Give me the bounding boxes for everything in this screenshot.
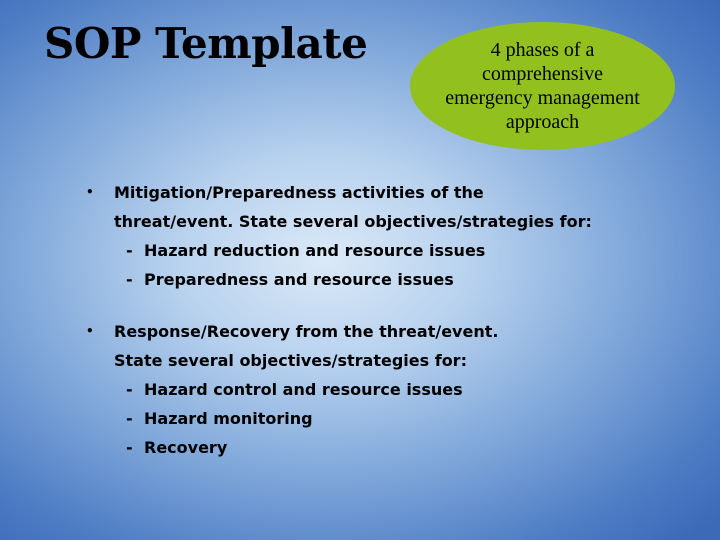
- callout-line: 4 phases of a: [490, 39, 595, 61]
- slide-body: [86, 178, 696, 462]
- subitem-marker: -: [126, 380, 133, 399]
- callout-line: comprehensive: [481, 63, 604, 85]
- subitem-text: Hazard control and resource issues: [144, 380, 463, 399]
- callout-line: approach: [505, 111, 580, 133]
- subitem-text: Hazard monitoring: [144, 409, 313, 428]
- bullet-marker: •: [86, 324, 94, 338]
- subitem-marker: -: [126, 241, 133, 260]
- subitem-hazard-control: [114, 375, 696, 404]
- callout-line: emergency management: [445, 87, 640, 109]
- bullet-line: State several objectives/strategies for:: [114, 351, 467, 370]
- phases-callout-ellipse: [410, 22, 675, 150]
- subitem-marker: -: [126, 409, 133, 428]
- subitem-text: Hazard reduction and resource issues: [144, 241, 486, 260]
- slide-title: SOP Template: [44, 19, 368, 68]
- bullet-marker: •: [86, 185, 94, 199]
- bullet-response-recovery: [86, 317, 696, 462]
- subitem-preparedness: [114, 265, 696, 294]
- subitem-text: Recovery: [144, 438, 228, 457]
- subitem-text: Preparedness and resource issues: [144, 270, 454, 289]
- subitem-hazard-reduction: [114, 236, 696, 265]
- subitem-marker: -: [126, 270, 133, 289]
- subitem-recovery: [114, 433, 696, 462]
- subitem-marker: -: [126, 438, 133, 457]
- subitem-hazard-monitoring: [114, 404, 696, 433]
- bullet-mitigation-preparedness: [86, 178, 696, 294]
- bullet-line: threat/event. State several objectives/strategies for:: [114, 212, 592, 231]
- bullet-line: Mitigation/Preparedness activities of the: [114, 183, 484, 202]
- bullet-line: Response/Recovery from the threat/event.: [114, 322, 499, 341]
